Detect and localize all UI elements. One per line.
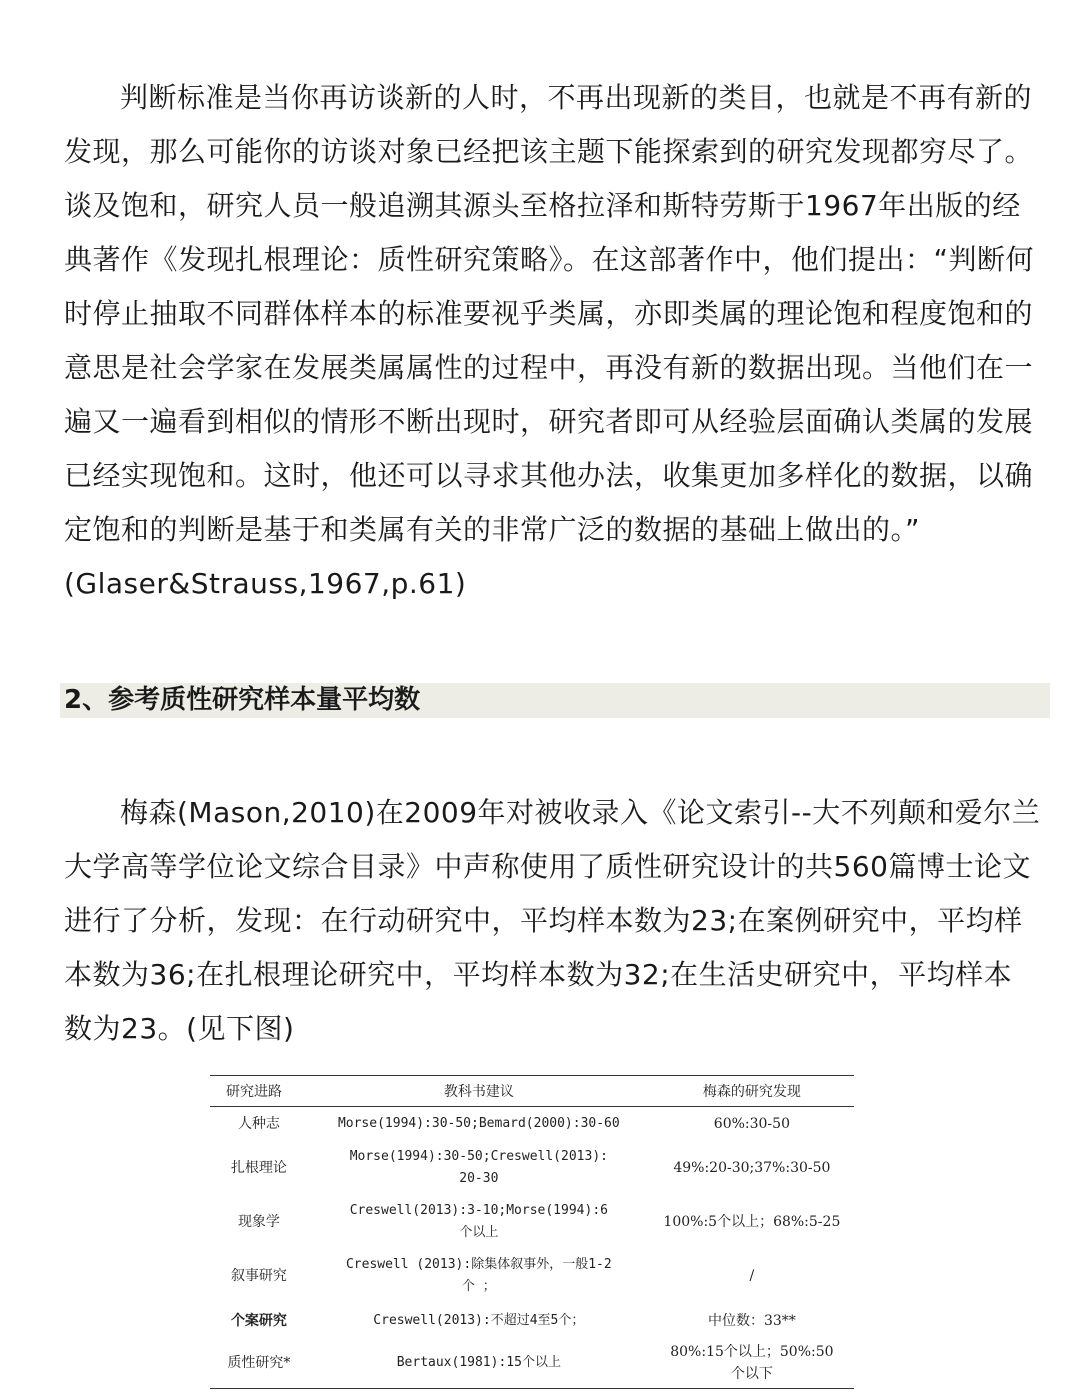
paragraph-mason — [64, 786, 1041, 1056]
table-cell-approach: 个案研究 — [230, 1312, 287, 1329]
table-cell-finding: 80%:15个以上；50%:50 个以下 — [650, 1339, 854, 1389]
table-cell-textbook: Creswell(2013):3-10;Morse(1994):6 个以上 — [349, 1202, 608, 1240]
table-cell-finding: 49%:20-30;37%:30-50 — [673, 1159, 831, 1176]
table-row — [210, 1195, 854, 1249]
citation-line: (Glaser&Strauss,1967,p.61) — [64, 567, 467, 600]
paragraph-line: 谈及饱和，研究人员一般追溯其源头至格拉泽和斯特劳斯于1967年出版的经 — [64, 189, 1021, 222]
table-cell-textbook: Creswell(2013):不超过4至5个； — [373, 1312, 585, 1328]
paragraph-line: 意思是社会学家在发展类属属性的过程中，再没有新的数据出现。当他们在一 — [64, 351, 1034, 384]
paragraph-line: 定饱和的判断是基于和类属有关的非常广泛的数据的基础上做出的。” — [64, 513, 921, 546]
paragraph-line: 时停止抽取不同群体样本的标准要视乎类属，亦即类属的理论饱和程度饱和的 — [64, 297, 1034, 330]
sample-size-table — [210, 1075, 854, 1389]
column-header: 研究进路 — [210, 1076, 308, 1107]
table — [210, 1075, 854, 1389]
table-cell-textbook: Morse(1994):30-50;Creswell(2013): 20-30 — [349, 1148, 608, 1186]
table-cell-approach: 叙事研究 — [230, 1267, 287, 1284]
table-cell-finding: 60%:30-50 — [713, 1115, 790, 1132]
paragraph-line: 发现，那么可能你的访谈对象已经把该主题下能探索到的研究发现都穷尽了。 — [64, 135, 1034, 168]
column-header: 教科书建议 — [308, 1076, 650, 1107]
table-row — [210, 1303, 854, 1339]
table-cell-finding: 中位数：33** — [707, 1312, 796, 1329]
paragraph-line: 数为23。(见下图) — [64, 1012, 295, 1045]
table-cell-finding: 100%:5个以上；68%:5-25 — [663, 1213, 841, 1230]
paragraph-line: 梅森(Mason,2010)在2009年对被收录入《论文索引--大不列颠和爱尔兰 — [120, 796, 1041, 829]
table-row — [210, 1249, 854, 1303]
table-row — [210, 1141, 854, 1195]
paragraph-line: 已经实现饱和。这时，他还可以寻求其他办法，收集更加多样化的数据，以确 — [64, 459, 1034, 492]
table-cell-approach: 质性研究* — [210, 1339, 308, 1389]
paragraph-line: 典著作《发现扎根理论：质性研究策略》。在这部著作中，他们提出：“判断何 — [64, 243, 1035, 276]
paragraph-line: 判断标准是当你再访谈新的人时，不再出现新的类目，也就是不再有新的 — [120, 81, 1033, 114]
table-cell-textbook: Bertaux(1981):15个以上 — [308, 1339, 650, 1389]
paragraph-line: 遍又一遍看到相似的情形不断出现时，研究者即可从经验层面确认类属的发展 — [64, 405, 1034, 438]
paragraph-saturation — [64, 71, 1035, 611]
table-cell-approach: 人种志 — [237, 1115, 280, 1132]
column-header: 梅森的研究发现 — [650, 1076, 854, 1107]
paragraph-line: 本数为36;在扎根理论研究中，平均样本数为32;在生活史研究中，平均样本 — [64, 958, 1013, 991]
table-header-row — [210, 1076, 854, 1107]
paragraph-line: 大学高等学位论文综合目录》中声称使用了质性研究设计的共560篇博士论文 — [64, 850, 1031, 883]
table-row — [210, 1107, 854, 1141]
table-cell-approach: 扎根理论 — [230, 1159, 287, 1176]
table-cell-textbook: Creswell (2013):除集体叙事外，一般1-2 个 ； — [345, 1256, 612, 1294]
paragraph-line: 进行了分析，发现：在行动研究中，平均样本数为23;在案例研究中，平均样 — [64, 904, 1023, 937]
table-cell-approach: 现象学 — [237, 1213, 280, 1230]
table-row — [210, 1339, 854, 1389]
table-cell-textbook: Morse(1994):30-50;Bemard(2000):30-60 — [337, 1115, 620, 1131]
table-cell-finding: / — [749, 1267, 755, 1284]
section-heading: 2、参考质性研究样本量平均数 — [64, 685, 421, 715]
